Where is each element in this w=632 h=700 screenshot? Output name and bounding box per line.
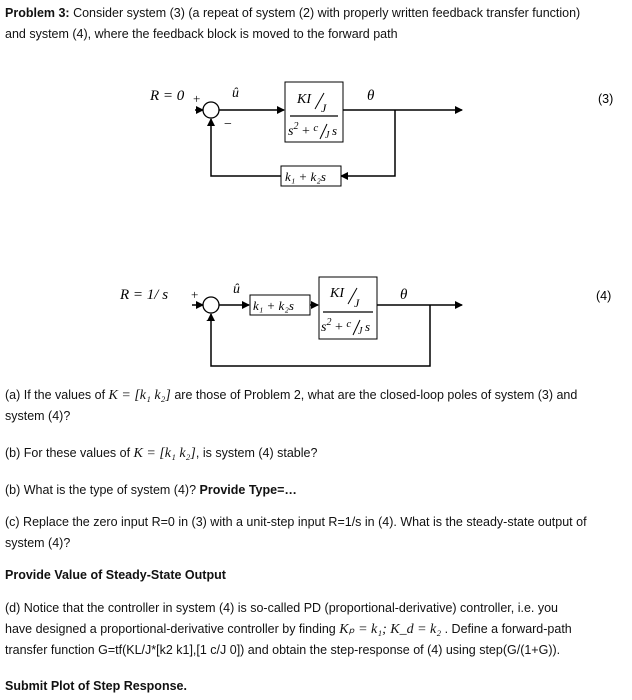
input-label: R = 0 <box>150 88 185 104</box>
plant-den-s: s <box>365 319 371 334</box>
plant-den-sq: 2 <box>326 317 332 328</box>
plant-den-c: c <box>313 122 319 134</box>
plus-sign: + <box>191 287 199 302</box>
plant-numerator-denom: J <box>354 296 360 310</box>
minus-sign: − <box>224 117 232 132</box>
plant-den-s: s <box>332 123 338 138</box>
plant-den-c: c <box>346 318 352 330</box>
intro-line-1: Consider system (3) (a repeat of system (2) with properly written feedback transfer function) <box>69 6 581 20</box>
part-d-line-3: transfer function G=tf(KL/J*[k2 k1],[1 c/J 0]) and obtain the step-response of (4) using step(G/(1+G)). <box>5 643 561 657</box>
plant-numerator: KI <box>330 286 344 301</box>
provide-type-label: Provide Type=… <box>199 483 297 497</box>
block-diagram-4 <box>0 268 632 380</box>
plant-den-j: J <box>358 326 363 337</box>
intro-paragraph <box>5 3 627 45</box>
plant-den-s2: s <box>321 320 327 335</box>
part-a <box>5 385 627 427</box>
controller-block-label: k₁ + k₂s <box>253 298 294 313</box>
plant-numerator-denom: J <box>321 101 327 115</box>
part-d-line-1: (d) Notice that the controller in system (4) is so-called PD (proportional-derivative) controller, i.e. you <box>5 601 558 615</box>
part-a-post: are those of Problem 2, what are the closed-loop poles of system (3) and <box>170 388 578 402</box>
part-c <box>5 512 627 554</box>
plant-den-j: J <box>325 130 330 141</box>
part-b-type <box>5 480 627 501</box>
provide-steady-state-label: Provide Value of Steady-State Output <box>5 568 226 582</box>
plant-den-sq: 2 <box>293 121 299 132</box>
part-c-line-1: (c) Replace the zero input R=0 in (3) with a unit-step input R=1/s in (4). What is the steady-state output of <box>5 515 587 529</box>
error-label: û <box>233 282 240 297</box>
system-tag-3: (3) <box>598 92 614 106</box>
error-label: û <box>232 86 239 101</box>
part-b-stability <box>5 443 627 464</box>
part-a-pre: (a) If the values of <box>5 388 109 402</box>
plant-den-plus: + <box>331 320 347 335</box>
problem-heading: Problem 3: <box>5 6 70 20</box>
part-c-line-2: system (4)? <box>5 536 71 550</box>
feedback-line-right <box>341 110 395 176</box>
part-b1-pre: (b) For these values of <box>5 446 134 460</box>
system-tag-4: (4) <box>596 289 612 303</box>
plant-den-plus: + <box>298 124 314 139</box>
part-b1-post: , is system (4) stable? <box>195 446 318 460</box>
part-d-line-2-post: . Define a forward-path <box>441 622 572 636</box>
summing-junction <box>203 102 219 118</box>
output-label: θ <box>400 287 408 303</box>
part-b1-math: K = [k₁ k₂] <box>133 446 196 461</box>
summing-junction <box>203 297 219 313</box>
feedback-block-label: k₁ + k₂s <box>285 169 326 184</box>
submit-plot-label: Submit Plot of Step Response. <box>5 679 187 693</box>
input-label: R = 1/ s <box>120 287 169 303</box>
part-a-math: K = [k₁ k₂] <box>108 388 171 403</box>
part-d-line-2-math: Kₚ = k₁; K_d = k₂ <box>339 622 442 637</box>
part-d-line-2-pre: have designed a proportional-derivative controller by finding <box>5 622 340 636</box>
plus-sign: + <box>193 91 201 106</box>
plant-numerator: KI <box>297 92 311 107</box>
part-b2-pre: (b) What is the type of system (4)? <box>5 483 200 497</box>
feedback-line-left <box>211 119 281 176</box>
part-a-line-2: system (4)? <box>5 409 71 423</box>
plant-den-s2: s <box>288 124 294 139</box>
block-diagram-3 <box>0 70 632 190</box>
part-d <box>5 598 627 661</box>
minus-sign: − <box>206 314 214 329</box>
intro-line-2: and system (4), where the feedback block is moved to the forward path <box>5 27 398 41</box>
output-label: θ <box>367 88 375 104</box>
